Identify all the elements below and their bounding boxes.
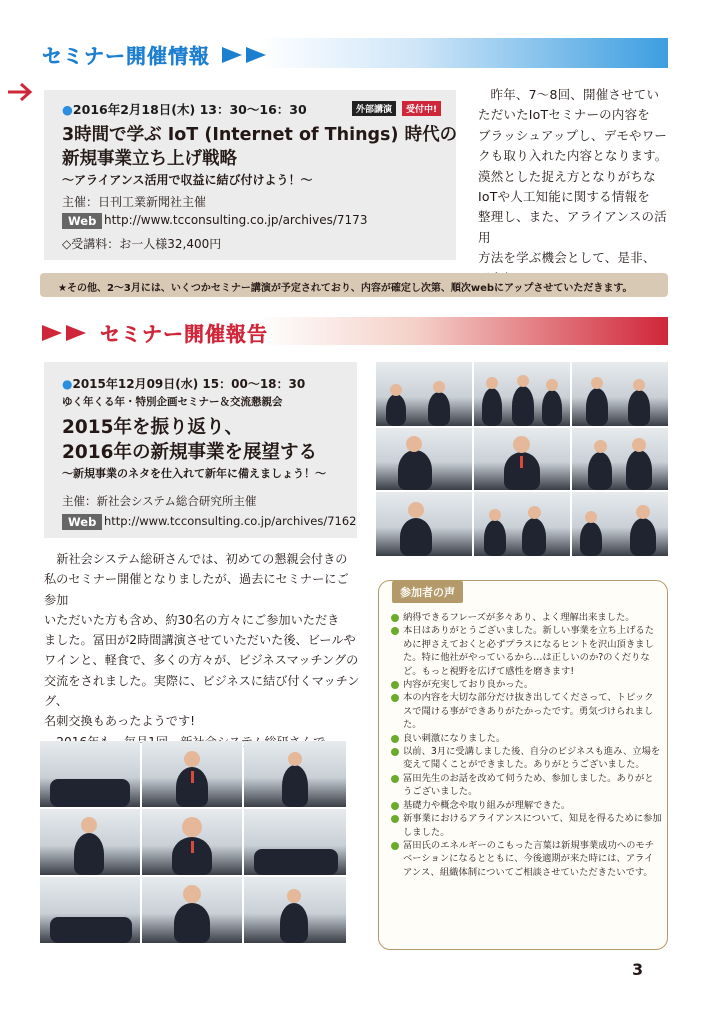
report-line: 私のセミナー開催となりましたが、過去にセミナーにご参加 xyxy=(44,572,349,607)
report-body-text xyxy=(44,549,360,772)
intro-line: 漠然とした捉え方となりがちな xyxy=(478,168,656,184)
report-line: 名刺交換もあったようです! xyxy=(44,714,196,729)
right-arrow-icon xyxy=(6,82,34,102)
voice-item: 納得できるフレーズが多々あり、よく理解出来ました。 xyxy=(390,611,662,624)
report-section-title: セミナー開催報告 xyxy=(100,322,268,346)
seminar-photo xyxy=(40,809,140,875)
participant-voices-list xyxy=(390,611,662,879)
event-photo xyxy=(376,428,472,490)
report-url-link[interactable]: http://www.tcconsulting.co.jp/archives/7162 xyxy=(104,514,357,528)
event-photo xyxy=(474,428,570,490)
voice-item: 基礎力や概念や取り組みが理解できた。 xyxy=(390,799,662,812)
intro-line: 方法を学ぶ機会として、是非、 xyxy=(478,250,656,266)
event-photo xyxy=(572,492,668,556)
report-subtitle: ～新規事業のネタを仕入れて新年に備えましょう！～ xyxy=(62,467,326,480)
seminar-fee: ◇受講料：お一人様32,400円 xyxy=(62,237,222,251)
seminar-organizer: 主催：日刊工業新聞社主催 xyxy=(62,195,207,209)
seminar-photo xyxy=(244,741,346,807)
voice-item: 良い刺激になりました。 xyxy=(390,732,662,745)
report-line: ました。冨田が2時間講演させていただいた後、ビールや xyxy=(44,633,356,648)
seminar-title-line2: 新規事業立ち上げ戦略 xyxy=(62,149,237,169)
seminar-photo xyxy=(142,809,242,875)
voice-item: 冨田先生のお話を改めて伺うため、参加しました。ありがとうございました。 xyxy=(390,772,662,799)
double-arrow-icon xyxy=(222,44,272,66)
web-badge: Web xyxy=(62,213,102,229)
seminar-photo xyxy=(244,877,346,943)
double-arrow-icon xyxy=(42,322,92,344)
intro-line: ブラッシュアップし、デモやワー xyxy=(478,127,668,143)
voice-item: 以前、3月に受講しました後、自分のビジネスも進み、立場を変えて聞くことができました。ありがとうございました。 xyxy=(390,745,662,772)
report-title-line1: 2015年を振り返り、 xyxy=(62,417,243,438)
intro-line: ただいたIoTセミナーの内容を xyxy=(478,107,650,123)
registration-open-badge: 受付中! xyxy=(402,101,441,116)
page-number: 3 xyxy=(632,960,644,979)
voice-item: 冨田氏のエネルギーのこもった言葉は新規事業成功へのモチベーションになるとともに、今後適期が来た時には、アライアンス、組織体制についてご相談させていただきたいです。 xyxy=(390,839,662,879)
external-talk-badge: 外部講演 xyxy=(352,101,396,116)
seminar-photo xyxy=(40,877,140,943)
voice-item: 本日はありがとうございました。新しい事業を立ち上げるために押さえておくと必ずプラスになるヒントを沢山頂きました。特に他社がやっているから…は正しいのか?のくだりなど。もっと視野を広げて感性を磨きます! xyxy=(390,624,662,678)
intro-line: IoTや人工知能に関する情報を xyxy=(478,189,650,205)
report-organizer: 主催：新社会システム総合研究所主催 xyxy=(62,494,257,508)
participant-voices-title: 参加者の声 xyxy=(392,581,463,603)
intro-line: 整理し、また、アライアンスの活用 xyxy=(478,209,667,245)
upcoming-notice-bar: ★その他、2～3月には、いくつかセミナー講演が予定されており、内容が確定し次第、順次webにアップさせていただきます。 xyxy=(40,273,668,297)
voice-item: 内容が充実しており良かった。 xyxy=(390,678,662,691)
info-section-title: セミナー開催情報 xyxy=(42,44,210,68)
intro-line: 昨年、7～8回、開催させてい xyxy=(490,87,660,102)
seminar-url-link[interactable]: http://www.tcconsulting.co.jp/archives/7173 xyxy=(104,213,368,227)
report-title-line2: 2016年の新規事業を展望する xyxy=(62,442,317,463)
event-photo xyxy=(572,362,668,426)
seminar-photo xyxy=(142,877,242,943)
seminar-photo xyxy=(142,741,242,807)
voice-item: 新事業におけるアライアンスについて、知見を得るために参加しました。 xyxy=(390,812,662,839)
seminar-date: ●2016年2月18日(木) 13：30～16：30 xyxy=(62,102,307,117)
seminar-intro-text xyxy=(478,85,670,289)
report-line: いただいた方も含め、約30名の方々にご参加いただき xyxy=(44,612,340,627)
event-photo xyxy=(376,362,472,426)
report-line: 交流をされました。実際に、ビジネスに結び付くマッチング、 xyxy=(44,673,360,709)
report-line: 新社会システム総研さんでは、初めての懇親会付きの xyxy=(56,552,348,566)
web-badge: Web xyxy=(62,514,102,530)
seminar-photo xyxy=(244,809,346,875)
seminar-photo xyxy=(40,741,140,807)
event-photo xyxy=(572,428,668,490)
seminar-subtitle: ～アライアンス活用で収益に結び付けよう！～ xyxy=(62,173,313,187)
intro-line: クも取り入れた内容となります。 xyxy=(478,148,668,164)
report-event-name: ゆく年くる年・特別企画セミナー＆交流懇親会 xyxy=(62,396,283,408)
seminar-title-line1: 3時間で学ぶ IoT (Internet of Things) 時代の xyxy=(62,125,458,145)
event-photo xyxy=(376,492,472,556)
voice-item: 本の内容を大切な部分だけ抜き出してくださって、トピックスで聞ける事ができありがたかったです。勇気づけられました。 xyxy=(390,691,662,731)
report-date: ●2015年12月09日(水) 15：00～18：30 xyxy=(62,377,306,391)
report-line: ワインと、軽食で、多くの方々が、ビジネスマッチングの xyxy=(44,653,359,668)
event-photo xyxy=(474,492,570,556)
event-photo xyxy=(474,362,570,426)
